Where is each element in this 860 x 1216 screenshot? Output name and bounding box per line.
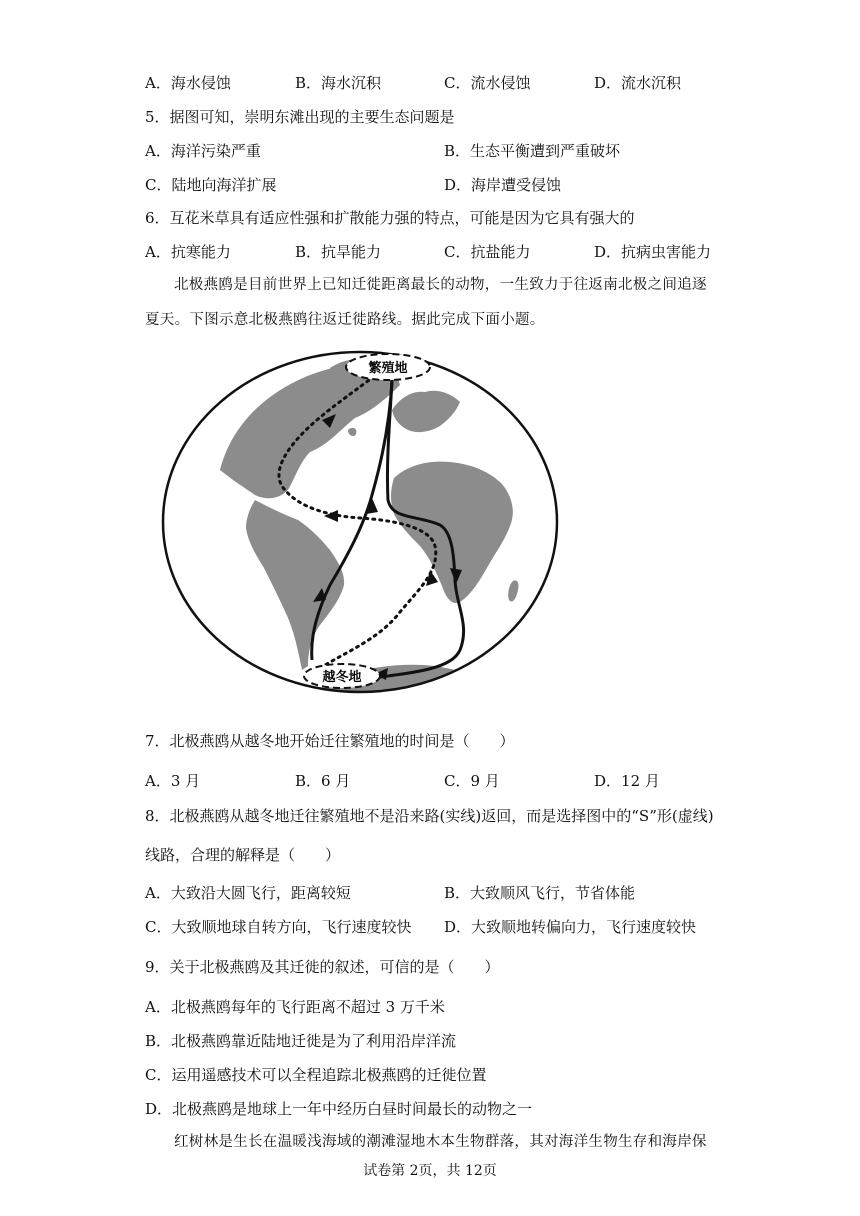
q6-option-b: B．抗旱能力 bbox=[295, 243, 382, 261]
q5-option-a: A．海洋污染严重 bbox=[145, 142, 261, 160]
q7-option-d: D．12 月 bbox=[594, 772, 660, 790]
tern-migration-map bbox=[160, 350, 560, 695]
q8-option-c: C．大致顺地球自转方向，飞行速度较快 bbox=[145, 918, 412, 936]
q4-option-d: D．流水沉积 bbox=[594, 74, 682, 92]
q5-option-c: C．陆地向海洋扩展 bbox=[145, 176, 277, 194]
q7-option-c: C．9 月 bbox=[444, 772, 500, 790]
q8-stem-line1: 8．北极燕鸥从越冬地迁往繁殖地不是沿来路(实线)返回，而是选择图中的“S”形(虚线) bbox=[145, 807, 714, 825]
q9-stem: 9．关于北极燕鸥及其迁徙的叙述，可信的是（ ） bbox=[145, 958, 500, 976]
q9-option-d: D．北极燕鸥是地球上一年中经历白昼时间最长的动物之一 bbox=[145, 1100, 533, 1118]
passage-tern-line2: 夏天。下图示意北极燕鸥往返迁徙路线。据此完成下面小题。 bbox=[145, 312, 545, 328]
q9-option-b: B．北极燕鸥靠近陆地迁徙是为了利用沿岸洋流 bbox=[145, 1032, 457, 1050]
q4-option-b: B．海水沉积 bbox=[295, 74, 382, 92]
q5-option-b: B．生态平衡遭到严重破坏 bbox=[444, 142, 621, 160]
q9-option-a: A．北极燕鸥每年的飞行距离不超过 3 万千米 bbox=[145, 998, 445, 1016]
q8-option-d: D．大致顺地转偏向力，飞行速度较快 bbox=[444, 918, 697, 936]
q9-option-c: C．运用遥感技术可以全程追踪北极燕鸥的迁徙位置 bbox=[145, 1066, 487, 1084]
q4-option-c: C．流水侵蚀 bbox=[444, 74, 531, 92]
page-footer: 试卷第 2页，共 12页 bbox=[363, 1163, 497, 1179]
q7-stem: 7．北极燕鸥从越冬地开始迁往繁殖地的时间是（ ） bbox=[145, 732, 515, 750]
land-masses bbox=[220, 357, 519, 695]
q8-option-a: A．大致沿大圆飞行，距离较短 bbox=[145, 884, 351, 902]
q5-option-d: D．海岸遭受侵蚀 bbox=[444, 176, 562, 194]
passage-tern-line1: 北极燕鸥是目前世界上已知迁徙距离最长的动物，一生致力于往返南北极之间追逐 bbox=[174, 277, 707, 293]
passage-mangrove-line1: 红树林是生长在温暖浅海域的潮滩湿地木本生物群落，其对海洋生物生存和海岸保 bbox=[174, 1134, 707, 1150]
q8-stem-line2: 线路，合理的解释是（ ） bbox=[145, 846, 341, 864]
breeding-ground-label: 繁殖地 bbox=[368, 361, 408, 376]
q8-option-b: B．大致顺风飞行，节省体能 bbox=[444, 884, 636, 902]
q5-stem: 5．据图可知，崇明东滩出现的主要生态问题是 bbox=[145, 108, 455, 126]
q6-option-c: C．抗盐能力 bbox=[444, 243, 531, 261]
q6-option-d: D．抗病虫害能力 bbox=[594, 243, 712, 261]
q6-option-a: A．抗寒能力 bbox=[145, 243, 231, 261]
q4-option-a: A．海水侵蚀 bbox=[145, 74, 231, 92]
q7-option-b: B．6 月 bbox=[295, 772, 351, 790]
q7-option-a: A．3 月 bbox=[145, 772, 201, 790]
wintering-ground-label: 越冬地 bbox=[322, 670, 362, 685]
q6-stem: 6．互花米草具有适应性强和扩散能力强的特点，可能是因为它具有强大的 bbox=[145, 209, 635, 227]
